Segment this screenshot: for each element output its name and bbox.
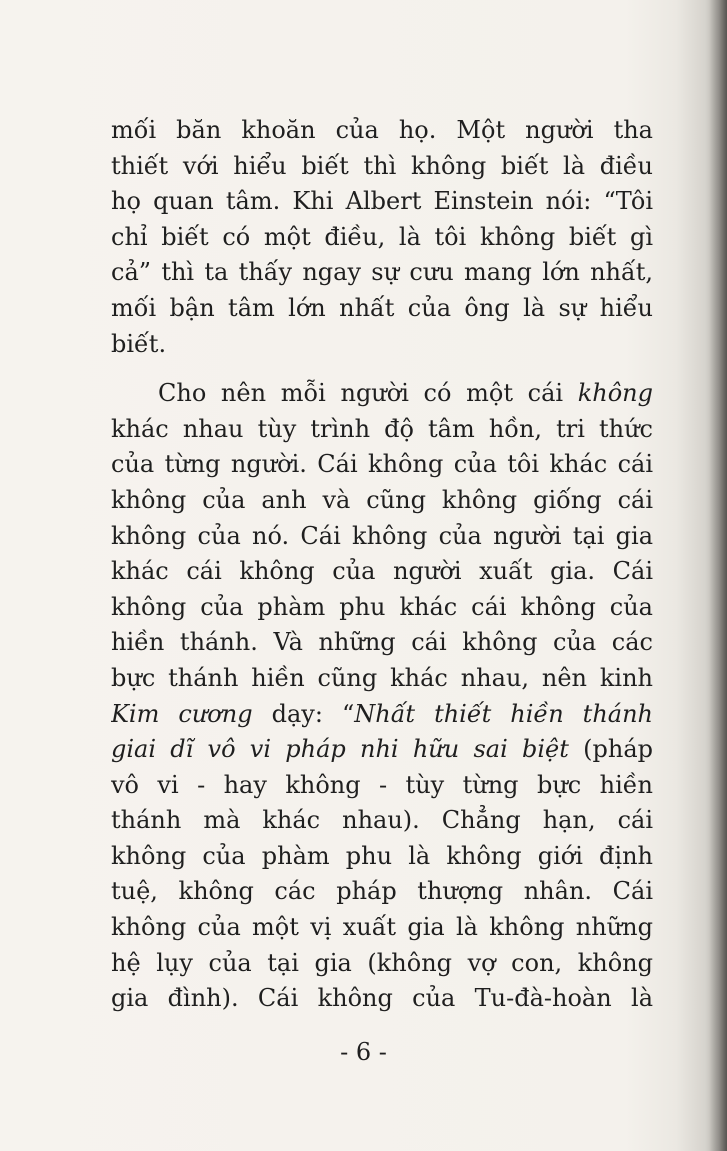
text-segment: thánh mà khác nhau). Chẳng hạn, cái <box>111 806 653 835</box>
text-segment: không của nó. Cái không của người tại gia <box>111 521 653 550</box>
text-segment: (pháp <box>568 735 653 764</box>
text-line <box>111 732 653 768</box>
text-segment: khác cái không của người xuất gia. Cái <box>111 557 653 586</box>
text-line <box>111 697 653 733</box>
text-line <box>111 412 653 448</box>
text-line <box>111 946 653 982</box>
text-segment: mối bận tâm lớn nhất của ông là sự hiểu <box>111 293 653 322</box>
text-line <box>111 149 653 185</box>
body-text <box>111 113 653 1017</box>
paragraph <box>111 376 653 1017</box>
text-line <box>111 625 653 661</box>
text-segment: hiền thánh. Và những cái không của các <box>111 628 653 657</box>
text-segment: gia đình). Cái không của Tu-đà-hoàn là <box>111 984 653 1013</box>
text-line <box>111 376 653 412</box>
text-line <box>111 220 653 256</box>
text-segment: của từng người. Cái không của tôi khác cái <box>111 450 653 479</box>
text-line <box>111 839 653 875</box>
text-segment: vô vi - hay không - tùy từng bực hiền <box>111 770 653 799</box>
text-line <box>111 803 653 839</box>
text-segment: Cho nên mỗi người có một cái <box>158 379 578 408</box>
text-segment: họ quan tâm. Khi Albert Einstein nói: “Tôi <box>111 187 653 216</box>
text-line <box>111 184 653 220</box>
text-line <box>111 554 653 590</box>
page-number: - 6 - <box>340 1038 387 1066</box>
text-segment: bực thánh hiền cũng khác nhau, nên kinh <box>111 663 653 692</box>
italic-text: Nhất thiết hiền thánh <box>354 699 653 728</box>
text-segment: thiết với hiểu biết thì không biết là điều <box>111 151 653 180</box>
page-edge-shadow <box>709 0 727 1151</box>
text-segment: không của một vị xuất gia là không những <box>111 913 653 942</box>
text-segment: không của phàm phu khác cái không của <box>111 592 653 621</box>
text-line <box>111 483 653 519</box>
italic-text: giai dĩ vô vi pháp nhi hữu sai biệt <box>111 735 569 764</box>
text-segment: biết. <box>111 329 167 358</box>
text-line <box>111 590 653 626</box>
text-segment: cả” thì ta thấy ngay sự cưu mang lớn nhất, <box>111 258 653 287</box>
text-line <box>111 874 653 910</box>
text-line <box>111 661 653 697</box>
text-line <box>111 447 653 483</box>
text-segment: mối băn khoăn của họ. Một người tha <box>111 116 653 144</box>
text-line <box>111 291 653 327</box>
text-segment: không của anh và cũng không giống cái <box>111 485 653 514</box>
text-segment: khác nhau tùy trình độ tâm hồn, tri thức <box>111 414 653 443</box>
text-line <box>111 113 653 149</box>
italic-text: Kim cương <box>111 699 253 728</box>
text-line <box>111 519 653 555</box>
text-segment: tuệ, không các pháp thượng nhân. Cái <box>111 877 653 906</box>
paragraph <box>111 113 653 362</box>
text-line <box>111 255 653 291</box>
text-segment: hệ lụy của tại gia (không vợ con, không <box>111 948 653 977</box>
text-segment: không của phàm phu là không giới định <box>111 841 653 870</box>
text-line <box>111 910 653 946</box>
italic-text: không <box>577 379 653 408</box>
text-line <box>111 768 653 804</box>
text-line <box>111 327 653 363</box>
text-segment: chỉ biết có một điều, là tôi không biết gì <box>111 222 653 251</box>
text-segment: dạy: “ <box>252 699 355 728</box>
text-line <box>111 981 653 1017</box>
paragraph-gap <box>111 362 653 376</box>
